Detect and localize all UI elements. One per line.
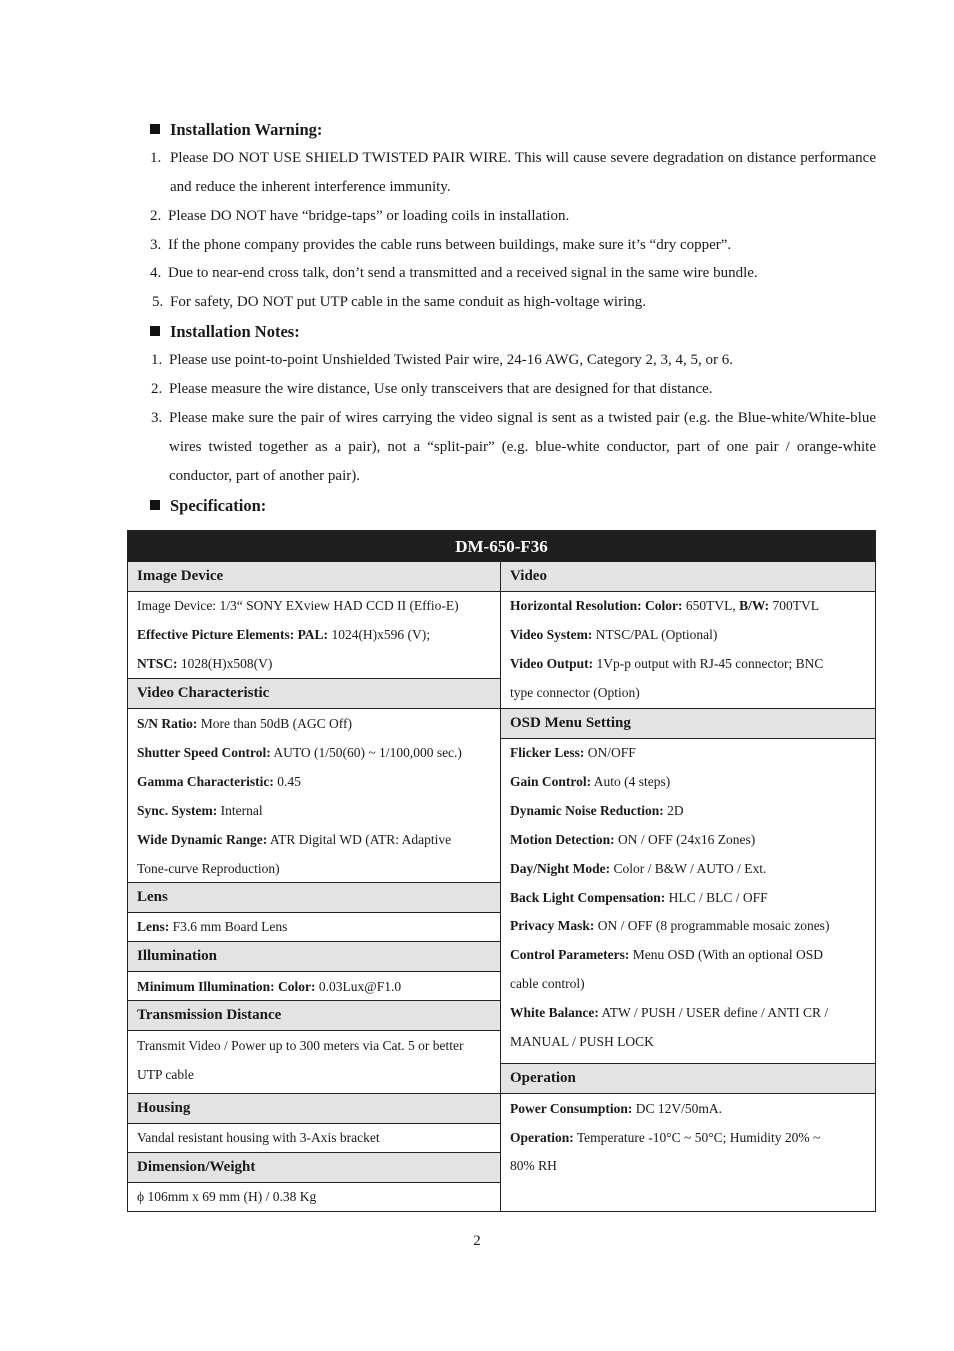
spec-row: MANUAL / PUSH LOCK (510, 1034, 654, 1049)
notes-item-3: 3. Please make sure the pair of wires carrying the video signal is sent as a twisted pair (e.g. the Blue-white/White-blue wires twisted together as a pair), not a “split-pair” (e.g. blue-white conductor, part of one pair / orange-white conductor, part of another pair). (151, 410, 876, 484)
warning-item-2: 2. Please DO NOT have “bridge-taps” or loading coils in installation. (150, 208, 570, 224)
spec-row: Video System: NTSC/PAL (Optional) (510, 627, 718, 642)
section-head-lens: Lens (128, 882, 500, 913)
section-head-housing: Housing (128, 1093, 500, 1124)
spec-row: Horizontal Resolution: Color: 650TVL, B/W: 700TVL (510, 598, 819, 613)
spec-row: Lens: F3.6 mm Board Lens (137, 919, 288, 934)
spec-row: Motion Detection: ON / OFF (24x16 Zones) (510, 832, 756, 847)
notes-item-2: 2. Please measure the wire distance, Use only transceivers that are designed for that distance. (151, 381, 713, 397)
spec-row: S/N Ratio: More than 50dB (AGC Off) (137, 716, 352, 731)
bullet-square-icon (150, 500, 160, 510)
spec-row: Gamma Characteristic: 0.45 (137, 774, 301, 789)
warning-item-4: 4. Due to near-end cross talk, don’t send a transmitted and a received signal in the same wire bundle. (150, 265, 758, 281)
spec-row: Transmit Video / Power up to 300 meters via Cat. 5 or better (137, 1038, 464, 1053)
spec-row: Image Device: 1/3“ SONY EXview HAD CCD II (Effio-E) (137, 598, 459, 613)
spec-row: Privacy Mask: ON / OFF (8 programmable mosaic zones) (510, 918, 830, 933)
spec-row: Wide Dynamic Range: ATR Digital WD (ATR: Adaptive (137, 832, 452, 847)
spec-row: Vandal resistant housing with 3-Axis bracket (137, 1130, 380, 1145)
spec-row: Control Parameters: Menu OSD (With an optional OSD (510, 947, 824, 962)
spec-row: type connector (Option) (510, 685, 640, 700)
spec-row: Power Consumption: DC 12V/50mA. (510, 1101, 723, 1116)
section-head-osd-menu: OSD Menu Setting (501, 708, 875, 739)
spec-row: Tone-curve Reproduction) (137, 861, 280, 876)
spec-row: Operation: Temperature -10°C ~ 50°C; Humidity 20% ~ (510, 1130, 821, 1145)
spec-row: Effective Picture Elements: PAL: 1024(H)x596 (V); (137, 627, 431, 642)
spec-row: Gain Control: Auto (4 steps) (510, 774, 671, 789)
spec-heading: Specification: (150, 496, 266, 516)
spec-row: Flicker Less: ON/OFF (510, 745, 636, 760)
spec-row: Shutter Speed Control: AUTO (1/50(60) ~ 1/100,000 sec.) (137, 745, 462, 760)
section-head-dimension: Dimension/Weight (128, 1152, 500, 1183)
spec-model-title: DM-650-F36 (128, 531, 875, 562)
section-head-video-characteristic: Video Characteristic (128, 678, 500, 709)
bullet-square-icon (150, 326, 160, 336)
section-head-transmission: Transmission Distance (128, 1000, 500, 1031)
spec-row: NTSC: 1028(H)x508(V) (137, 656, 273, 671)
spec-row: 80% RH (510, 1158, 557, 1173)
page-number: 2 (473, 1233, 481, 1249)
spec-row: Back Light Compensation: HLC / BLC / OFF (510, 890, 768, 905)
notes-heading: Installation Notes: (150, 322, 300, 342)
spec-row: UTP cable (137, 1067, 194, 1082)
spec-row: Minimum Illumination: Color: 0.03Lux@F1.0 (137, 979, 402, 994)
column-divider (500, 562, 501, 1211)
notes-item-1: 1. Please use point-to-point Unshielded Twisted Pair wire, 24-16 AWG, Category 2, 3, 4, 5, or 6. (151, 352, 734, 368)
warning-heading: Installation Warning: (150, 120, 322, 140)
spec-table (127, 530, 876, 1212)
spec-row: White Balance: ATW / PUSH / USER define / ANTI CR / (510, 1005, 829, 1020)
spec-row: Video Output: 1Vp-p output with RJ-45 connector; BNC (510, 656, 824, 671)
spec-row: ϕ 106mm x 69 mm (H) / 0.38 Kg (137, 1189, 317, 1204)
section-head-illumination: Illumination (128, 941, 500, 972)
spec-row: Dynamic Noise Reduction: 2D (510, 803, 684, 818)
spec-row: Sync. System: Internal (137, 803, 263, 818)
section-head-image-device: Image Device (128, 562, 500, 592)
warning-item-5: 5. For safety, DO NOT put UTP cable in the same conduit as high-voltage wiring. (152, 294, 647, 310)
warning-item-1: 1. Please DO NOT USE SHIELD TWISTED PAIR WIRE. This will cause severe degradation on distance performance and reduce the inherent interference immunity. (150, 150, 876, 195)
spec-row: Day/Night Mode: Color / B&W / AUTO / Ext. (510, 861, 767, 876)
spec-row: cable control) (510, 976, 585, 991)
warning-item-3: 3. If the phone company provides the cable runs between buildings, make sure it’s “dry copper”. (150, 237, 732, 253)
section-head-operation: Operation (501, 1063, 875, 1094)
section-head-video: Video (501, 562, 875, 592)
bullet-square-icon (150, 124, 160, 134)
